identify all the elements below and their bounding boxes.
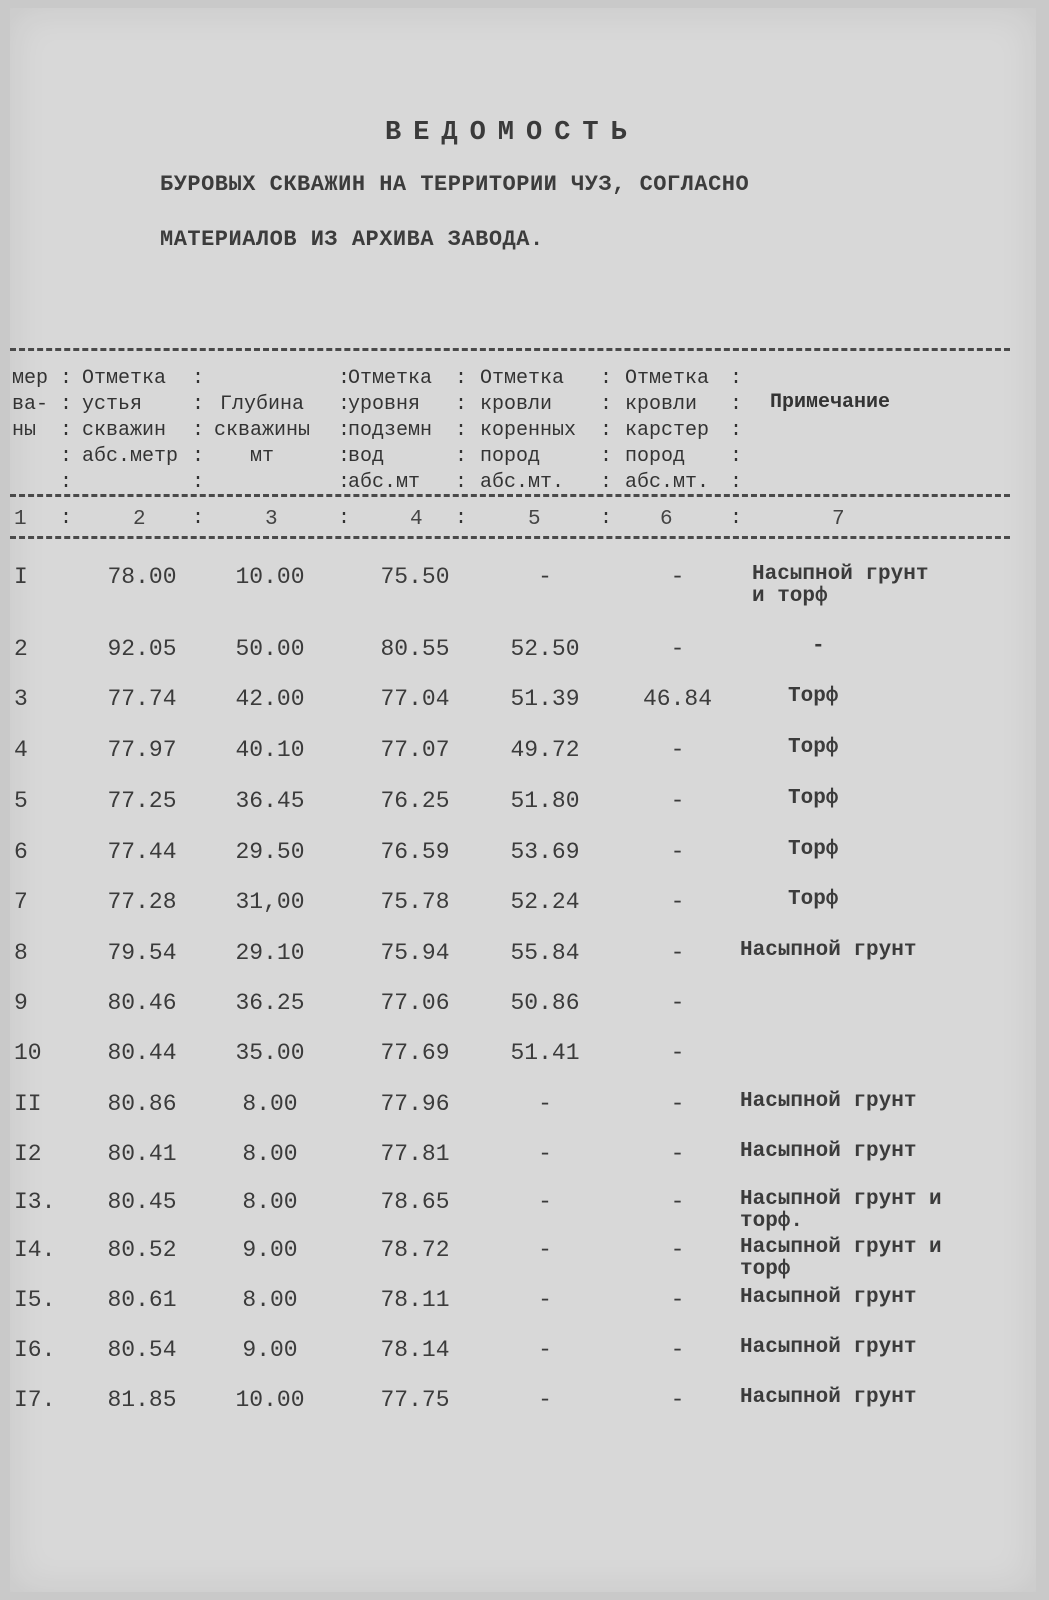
groundwater-level: 77.96: [380, 1091, 450, 1117]
remark: Насыпной грунт: [740, 1090, 917, 1113]
well-number: I6.: [14, 1337, 56, 1363]
well-number: I7.: [14, 1387, 56, 1413]
remark: Торф: [788, 888, 839, 911]
well-number: I3.: [14, 1189, 56, 1215]
groundwater-level: 78.14: [380, 1337, 450, 1363]
remark: Насыпной грунт: [740, 1140, 917, 1163]
collar-elevation: 77.97: [107, 737, 177, 763]
document-subtitle-line-1: БУРОВЫХ СКВАЖИН НА ТЕРРИТОРИИ ЧУЗ, СОГЛАСНО: [160, 172, 750, 197]
header-bedrock-top: Отметка кровли коренных пород абс.мт.: [480, 367, 577, 494]
column-number-separator: :: [338, 507, 351, 530]
column-number-7: 7: [832, 508, 845, 531]
groundwater-level: 77.04: [380, 686, 450, 712]
remark: -: [812, 635, 825, 658]
groundwater-level: 77.81: [380, 1141, 450, 1167]
well-depth: 10.00: [235, 1387, 305, 1413]
bedrock-top: -: [538, 1287, 552, 1313]
remark: Насыпной грунт: [740, 1286, 917, 1309]
groundwater-level: 77.06: [380, 990, 450, 1016]
table-row: [0, 1091, 1049, 1131]
remark: Торф: [788, 685, 839, 708]
column-number-1: 1: [14, 508, 27, 531]
bedrock-top: -: [538, 1237, 552, 1263]
karst-top: -: [670, 564, 685, 590]
collar-elevation: 80.41: [107, 1141, 177, 1167]
collar-elevation: 92.05: [107, 636, 177, 662]
groundwater-level: 78.72: [380, 1237, 450, 1263]
column-number-bottom-rule: [10, 536, 1010, 539]
header-separator: : : : : :: [192, 367, 205, 494]
karst-top: -: [670, 737, 685, 763]
well-number: 7: [14, 889, 28, 915]
karst-top: 46.84: [642, 686, 712, 712]
karst-top: -: [670, 1189, 685, 1215]
well-number: 2: [14, 636, 28, 662]
well-number: 5: [14, 788, 28, 814]
table-row: [0, 1387, 1049, 1427]
header-separator: : : : : :: [338, 367, 351, 494]
well-depth: 29.50: [235, 839, 305, 865]
well-number: II: [14, 1091, 42, 1117]
well-depth: 36.45: [235, 788, 305, 814]
header-remarks: Примечание: [770, 391, 891, 414]
karst-top: -: [670, 788, 685, 814]
bedrock-top: 49.72: [510, 737, 580, 763]
well-depth: 8.00: [242, 1189, 298, 1215]
column-number-5: 5: [528, 508, 541, 531]
karst-top: -: [670, 940, 685, 966]
collar-elevation: 77.44: [107, 839, 177, 865]
remark: Насыпной грунт и торф.: [740, 1188, 942, 1233]
collar-elevation: 80.44: [107, 1040, 177, 1066]
well-depth: 8.00: [242, 1091, 298, 1117]
bedrock-top: -: [538, 1337, 552, 1363]
table-row: [0, 737, 1049, 777]
document-subtitle-line-2: МАТЕРИАЛОВ ИЗ АРХИВА ЗАВОДА.: [160, 227, 544, 252]
document-title: ВЕДОМОСТЬ: [385, 118, 639, 148]
collar-elevation: 80.86: [107, 1091, 177, 1117]
remark: Торф: [788, 787, 839, 810]
column-number-2: 2: [133, 508, 146, 531]
well-depth: 9.00: [242, 1237, 298, 1263]
column-number-separator: :: [730, 507, 743, 530]
table-row: [0, 1287, 1049, 1327]
well-number: 9: [14, 990, 28, 1016]
collar-elevation: 80.46: [107, 990, 177, 1016]
collar-elevation: 80.52: [107, 1237, 177, 1263]
bedrock-top: 55.84: [510, 940, 580, 966]
header-bottom-rule: [10, 494, 1010, 497]
table-row: [0, 636, 1049, 676]
well-depth: 50.00: [235, 636, 305, 662]
remark: Насыпной грунт: [740, 1386, 917, 1409]
groundwater-level: 76.59: [380, 839, 450, 865]
groundwater-level: 76.25: [380, 788, 450, 814]
table-row: [0, 788, 1049, 828]
well-number: 6: [14, 839, 28, 865]
well-depth: 9.00: [242, 1337, 298, 1363]
karst-top: -: [670, 636, 685, 662]
table-row: [0, 1236, 1049, 1281]
header-separator: : : : : :: [60, 367, 73, 494]
table-row: [0, 1188, 1049, 1233]
collar-elevation: 77.74: [107, 686, 177, 712]
well-depth: 40.10: [235, 737, 305, 763]
column-number-separator: :: [455, 507, 468, 530]
well-number: 10: [14, 1040, 42, 1066]
table-row: [0, 563, 1049, 608]
table-row: [0, 1141, 1049, 1181]
header-well-depth: Глубина скважины мт: [214, 393, 311, 468]
bedrock-top: -: [538, 1189, 552, 1215]
header-karst-top: Отметка кровли карстер пород абс.мт.: [625, 367, 710, 494]
table-row: [0, 686, 1049, 726]
well-depth: 36.25: [235, 990, 305, 1016]
karst-top: -: [670, 889, 685, 915]
header-separator: : : : : :: [730, 367, 743, 494]
bedrock-top: -: [538, 564, 552, 590]
well-number: I2: [14, 1141, 42, 1167]
header-separator: : : : : :: [600, 367, 613, 494]
well-number: 8: [14, 940, 28, 966]
karst-top: -: [670, 1337, 685, 1363]
collar-elevation: 80.45: [107, 1189, 177, 1215]
well-depth: 8.00: [242, 1141, 298, 1167]
column-number-6: 6: [660, 508, 673, 531]
bedrock-top: 51.41: [510, 1040, 580, 1066]
well-number: 4: [14, 737, 28, 763]
karst-top: -: [670, 1141, 685, 1167]
collar-elevation: 77.25: [107, 788, 177, 814]
groundwater-level: 75.94: [380, 940, 450, 966]
bedrock-top: -: [538, 1387, 552, 1413]
remark: Торф: [788, 736, 839, 759]
well-depth: 10.00: [235, 564, 305, 590]
karst-top: -: [670, 839, 685, 865]
well-depth: 8.00: [242, 1287, 298, 1313]
table-row: [0, 1040, 1049, 1080]
remark: Насыпной грунт: [740, 939, 917, 962]
groundwater-level: 75.78: [380, 889, 450, 915]
groundwater-level: 80.55: [380, 636, 450, 662]
bedrock-top: 51.39: [510, 686, 580, 712]
table-row: [0, 940, 1049, 980]
collar-elevation: 80.54: [107, 1337, 177, 1363]
karst-top: -: [670, 1237, 685, 1263]
table-row: [0, 1337, 1049, 1377]
remark: Торф: [788, 838, 839, 861]
column-number-separator: :: [192, 507, 205, 530]
remark: Насыпной грунт и торф: [752, 563, 929, 608]
bedrock-top: 51.80: [510, 788, 580, 814]
well-depth: 31,00: [235, 889, 305, 915]
column-number-separator: :: [60, 507, 73, 530]
column-number-separator: :: [600, 507, 613, 530]
groundwater-level: 77.07: [380, 737, 450, 763]
bedrock-top: 52.50: [510, 636, 580, 662]
well-depth: 29.10: [235, 940, 305, 966]
groundwater-level: 75.50: [380, 564, 450, 590]
karst-top: -: [670, 1091, 685, 1117]
groundwater-level: 77.75: [380, 1387, 450, 1413]
bedrock-top: 52.24: [510, 889, 580, 915]
header-groundwater-level: Отметка уровня подземн вод абс.мт: [348, 367, 433, 494]
column-number-4: 4: [410, 508, 423, 531]
well-depth: 35.00: [235, 1040, 305, 1066]
well-number: I: [14, 564, 28, 590]
groundwater-level: 77.69: [380, 1040, 450, 1066]
remark: Насыпной грунт и торф: [740, 1236, 942, 1281]
karst-top: -: [670, 1040, 685, 1066]
table-row: [0, 839, 1049, 879]
header-collar-elevation: Отметка устья скважин абс.метр: [82, 367, 179, 468]
well-number: I4.: [14, 1237, 56, 1263]
bedrock-top: 53.69: [510, 839, 580, 865]
karst-top: -: [670, 1287, 685, 1313]
karst-top: -: [670, 1387, 685, 1413]
column-number-3: 3: [265, 508, 278, 531]
groundwater-level: 78.65: [380, 1189, 450, 1215]
collar-elevation: 79.54: [107, 940, 177, 966]
karst-top: -: [670, 990, 685, 1016]
bedrock-top: -: [538, 1141, 552, 1167]
well-number: I5.: [14, 1287, 56, 1313]
header-number: мер ва- ны: [12, 367, 49, 442]
table-row: [0, 889, 1049, 929]
collar-elevation: 80.61: [107, 1287, 177, 1313]
collar-elevation: 77.28: [107, 889, 177, 915]
groundwater-level: 78.11: [380, 1287, 450, 1313]
well-depth: 42.00: [235, 686, 305, 712]
collar-elevation: 78.00: [107, 564, 177, 590]
table-row: [0, 990, 1049, 1030]
bedrock-top: 50.86: [510, 990, 580, 1016]
table-top-rule: [10, 348, 1010, 351]
well-number: 3: [14, 686, 28, 712]
collar-elevation: 81.85: [107, 1387, 177, 1413]
remark: Насыпной грунт: [740, 1336, 917, 1359]
bedrock-top: -: [538, 1091, 552, 1117]
header-separator: : : : : :: [455, 367, 468, 494]
